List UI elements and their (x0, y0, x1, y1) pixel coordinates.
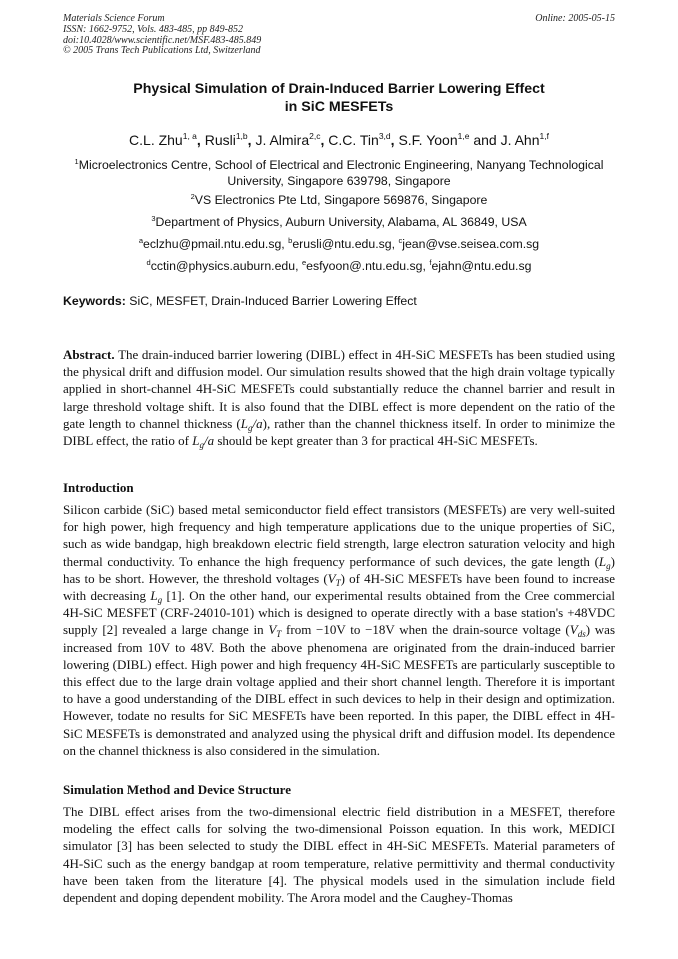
intro-text-1: Silicon carbide (SiC) based metal semiconductor field effect transistors (MESFETs) are very well-suited for high power, high frequency and high temperature applications due to the unique properties of SiC, such as wide bandgap, high breakdown electric field strength, large electron saturation velocity and high thermal conductivity. To enhance the high frequency performance of such devices, the gate length ( (63, 502, 615, 569)
author-name: S.F. Yoon (398, 132, 458, 148)
email-text: eclzhu@pmail.ntu.edu.sg, (143, 237, 289, 251)
symbol-V: V (327, 570, 336, 586)
abstract-text-1: The drain-induced barrier lowering (DIBL) effect in 4H-SiC MESFETs has been studied using the physical drift and diffusion model. Our simulation results showed that the high drain voltage typically applied in short-channel 4H-SiC MESFETs could substantially reduce the channel barrier and result in large threshold voltage shift. It is also found that the DIBL effect is more dependent on the ratio of the gate length to channel thickness ( (63, 347, 615, 431)
email-sup: d (146, 258, 151, 267)
abstract-text-3: should be kept greater than 3 for practical 4H-SiC MESFETs. (214, 433, 538, 449)
affiliation-text: Microelectronics Centre, School of Electrical and Electronic Engineering, Nanyang Technological University, Singapore 639798, Singapore (78, 158, 604, 188)
affiliation-3 (63, 214, 615, 230)
symbol-sub-g: g (157, 595, 163, 606)
email-text: cctin@physics.auburn.edu, (150, 259, 302, 273)
intro-text-2: ) has to be short. However, the threshold voltages ( (63, 553, 615, 586)
keywords (63, 293, 615, 309)
email-line-1 (63, 236, 615, 252)
author-name: C.L. Zhu (129, 132, 183, 148)
author-sup: 1, a (182, 131, 197, 141)
author-sep: and (469, 132, 501, 148)
symbol-over-a: /a (203, 433, 215, 449)
email-sup: e (301, 258, 307, 267)
email-sup: b (288, 236, 293, 245)
email-sup: f (429, 258, 432, 267)
copyright-line: © 2005 Trans Tech Publications Ltd, Switzerland (63, 45, 261, 57)
affiliation-sup: 1 (74, 157, 79, 166)
symbol-L: L (598, 553, 607, 569)
author-list (63, 131, 615, 149)
author-name: Rusli (204, 132, 236, 148)
abstract-label: Abstract. (63, 347, 115, 362)
intro-text-5: from −10V to −18V when the drain-source voltage ( (281, 622, 570, 638)
affiliation-1 (63, 157, 615, 189)
email-text: jean@vse.seisea.com.sg (402, 237, 540, 251)
symbol-sub-g: g (606, 560, 611, 571)
email-sup: a (138, 236, 144, 245)
intro-text-6: ) was increased from 10V to 48V. Both the above phenomena are originated from the drain-induced barrier lowering (DIBL) effect. High power and high frequency 4H-SiC MESFETs are particularly susceptible to this effect due to the large drain voltage applied and their short channel length. Therefore it is important to have a good understanding of the DIBL effect in such devices to help in their design and optimization. However, todate no results for SiC MESFETs have been reported. In this paper, the DIBL effect in 4H-SiC MESFETs is demonstrated and analyzed using the physical drift and diffusion model. Its dependence on the channel thickness is also considered in the simulation. (63, 622, 616, 758)
author-sup: 2,c (309, 131, 321, 141)
title-line-1: Physical Simulation of Drain-Induced Barrier Lowering Effect (133, 81, 545, 97)
paper-title (63, 80, 615, 116)
email-text: erusli@ntu.edu.sg, (292, 237, 399, 251)
doi-line: doi:10.4028/www.scientific.net/MSF.483-485.849 (63, 34, 262, 46)
affiliation-sup: 3 (151, 214, 156, 223)
email-text: ejahn@ntu.edu.sg (431, 259, 532, 273)
symbol-V: V (268, 622, 277, 638)
affiliation-2 (63, 192, 615, 208)
affiliation-text: Department of Physics, Auburn University, Alabama, AL 36849, USA (155, 215, 527, 229)
issn-line: ISSN: 1662-9752, Vols. 483-485, pp 849-852 (63, 23, 243, 35)
intro-text-3: ) of 4H-SiC MESFETs have been found to increase with decreasing (63, 570, 615, 604)
email-text: esfyoon@.ntu.edu.sg, (306, 259, 430, 273)
introduction-text (63, 501, 615, 759)
symbol-L: L (192, 433, 200, 449)
author-name: C.C. Tin (328, 132, 379, 148)
author-sup: 1,e (457, 131, 470, 141)
introduction-heading: Introduction (63, 480, 134, 495)
symbol-V: V (569, 622, 578, 638)
symbol-L: L (150, 588, 158, 604)
author-sep: , (390, 132, 399, 148)
author-sup: 1,b (235, 131, 248, 141)
author-sep: , (320, 132, 329, 148)
symbol-sub-T: T (335, 577, 341, 588)
symbol-sub-g: g (199, 440, 204, 451)
simulation-text: The DIBL effect arises from the two-dimensional electric field distribution in a MESFET, therefore modeling the effect calls for solving the two-dimensional Poisson equation. In this work, MEDICI simulator [3] has been selected to study the DIBL effect in 4H-SiC MESFETs. Material parameters of 4H-SiC such as the energy bandgap at room temperature, relative permittivity and thermal conductivity have been taken from the literature [4]. The physical models used in the simulation include field dependent and doping dependent mobility. The Arora model and the Caughey-Thomas (63, 804, 615, 906)
symbol-sub-ds: ds (577, 629, 586, 640)
author-sup: 3,d (378, 131, 391, 141)
symbol-L: L (240, 415, 248, 431)
author-name: J. Ahn (500, 132, 540, 148)
affiliation-sup: 2 (190, 192, 195, 201)
author-sup: 1,f (539, 131, 549, 141)
keywords-label: Keywords: (63, 294, 126, 308)
journal-name: Materials Science Forum (63, 13, 165, 24)
intro-text-4: [1]. On the other hand, our experimental results obtained from the Cree commercial 4H-SiC MESFET (CRF-24010-101) which is designed to operate directly with a base station's +48VDC supply [2] revealed a large change in (63, 588, 615, 638)
author-sep: , (247, 132, 256, 148)
abstract (63, 346, 615, 449)
publication-header (63, 14, 615, 57)
symbol-over-a: /a (252, 415, 263, 431)
email-line-2 (63, 258, 615, 274)
affiliation-text: VS Electronics Pte Ltd, Singapore 569876, Singapore (194, 193, 488, 207)
author-sep: , (196, 132, 205, 148)
simulation-heading: Simulation Method and Device Structure (63, 782, 291, 797)
symbol-sub-g: g (248, 422, 253, 433)
author-name: J. Almira (255, 132, 310, 148)
abstract-text-2: ), rather than the channel thickness itself. In order to minimize the DIBL effect, the ratio of (63, 415, 615, 449)
keywords-text: SiC, MESFET, Drain-Induced Barrier Lowering Effect (125, 294, 417, 308)
title-line-2: in SiC MESFETs (284, 99, 394, 115)
online-date: Online: 2005-05-15 (535, 13, 615, 24)
symbol-sub-T: T (276, 629, 282, 640)
email-sup: c (398, 236, 403, 245)
